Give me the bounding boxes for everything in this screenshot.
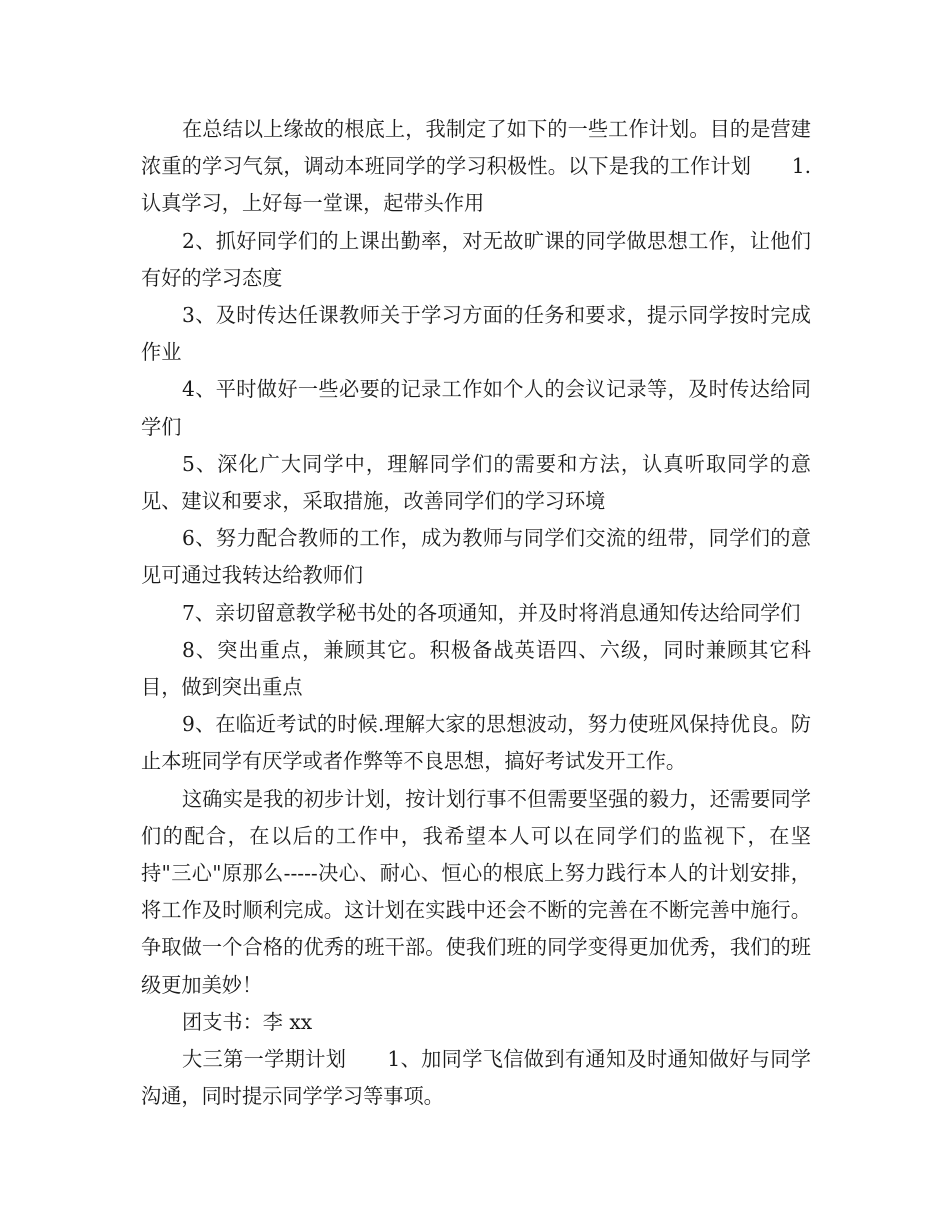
paragraph-item-2: 2、抓好同学们的上课出勤率，对无故旷课的同学做思想工作，让他们有好的学习态度 — [141, 228, 811, 290]
paragraph-item-5: 5、深化广大同学中，理解同学们的需要和方法，认真听取同学的意见、建议和要求，采取措施，改善同学们的学习环境 — [141, 451, 811, 514]
paragraph-item-7: 7、亲切留意教学秘书处的各项通知，并及时将消息通知传达给同学们 — [182, 600, 801, 625]
paragraph-item-9: 9、在临近考试的时候.理解大家的思想波动，努力使班风保持优良。防止本班同学有厌学或者作弊等不良思想，搞好考试发开工作。 — [141, 712, 811, 774]
document-body — [141, 111, 811, 1115]
paragraph-item-3: 3、及时传达任课教师关于学习方面的任务和要求，提示同学按时完成作业 — [141, 303, 811, 365]
paragraph-signature: 团支书：李 xx — [182, 1009, 313, 1034]
paragraph-item-8: 8、突出重点，兼顾其它。积极备战英语四、六级，同时兼顾其它科目，做到突出重点 — [141, 637, 811, 700]
paragraph-conclusion: 这确实是我的初步计划，按计划行事不但需要坚强的毅力，还需要同学们的配合，在以后的工作中，我希望本人可以在同学们的监视下，在坚持"三心"原那么-----决心、耐心、恒心的根底上努力践行本人的计划安排，将工作及时顺利完成。这计划在实践中还会不断的完善在不断完善中施行。争取做一个合格的优秀的班干部。使我们班的同学变得更加优秀，我们的班级更加美妙！ — [141, 786, 811, 997]
paragraph-next-plan: 大三第一学期计划 1、加同学飞信做到有通知及时通知做好与同学沟通，同时提示同学学习等事项。 — [141, 1047, 811, 1109]
paragraph-intro: 在总结以上缘故的根底上，我制定了如下的一些工作计划。目的是营建浓重的学习气氛，调动本班同学的学习积极性。以下是我的工作计划 1.认真学习，上好每一堂课，起带头作用 — [141, 117, 811, 216]
paragraph-item-6: 6、努力配合教师的工作，成为教师与同学们交流的纽带，同学们的意见可通过我转达给教师们 — [141, 526, 811, 588]
paragraph-item-4: 4、平时做好一些必要的记录工作如个人的会议记录等，及时传达给同学们 — [141, 377, 811, 439]
